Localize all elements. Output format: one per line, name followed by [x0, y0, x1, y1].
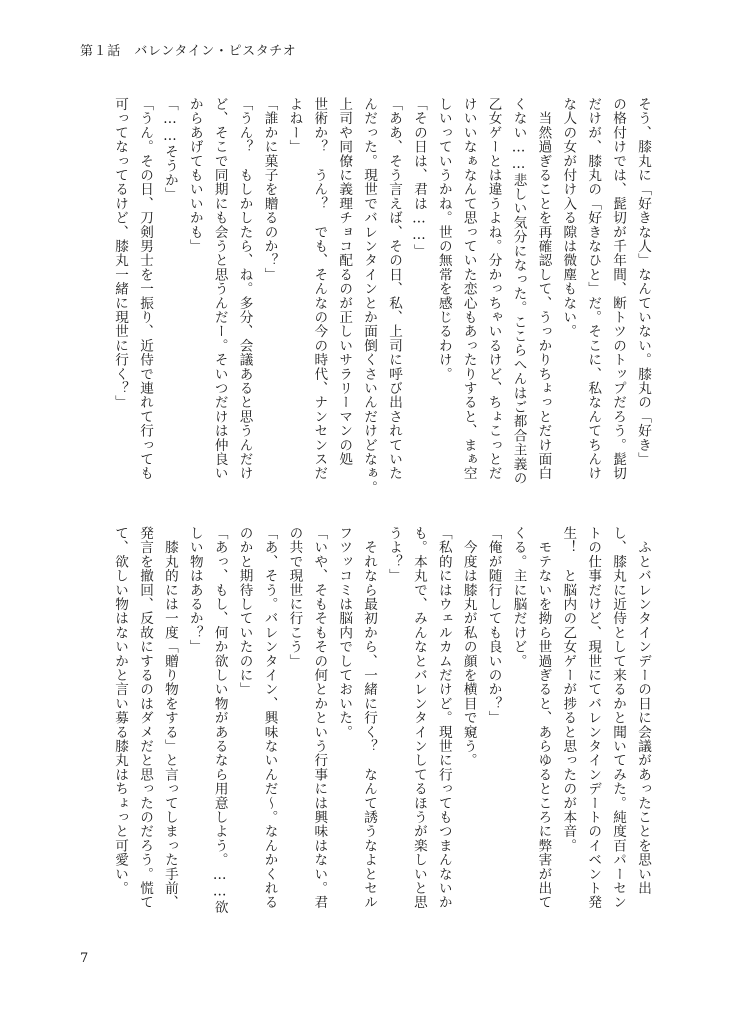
text-column: よねー」: [286, 97, 303, 154]
text-column: そう、膝丸に「好きな人」なんていない。膝丸の「好き」: [635, 97, 651, 467]
text-column: も。本丸で、みんなとバレンタインしてるほうが楽しいと思: [410, 526, 427, 910]
text-column: 「誰かに菓子を贈るのか？」: [261, 97, 278, 282]
text-column: くない……悲しい気分になった。ここらへんはご都合主義の: [510, 97, 527, 486]
text-column: 「私的にはウェルカムだけど。現世に行ってもつまんないか: [435, 526, 452, 910]
text-column: 「うん？ もしかしたら、ね。多分、会議あると思うんだけ: [236, 97, 253, 481]
text-column: 今度は膝丸が私の顔を横目で窺う。: [460, 526, 477, 768]
text-column: んだった。現世でバレンタインとか面倒くさいんだけどなぁ。: [361, 97, 378, 495]
text-column: 乙女ゲーとは違うよね。分かっちゃいるけど、ちょこっとだ: [485, 97, 502, 481]
text-column: 「あっ、もし、何か欲しい物があるなら用意しよう。……欲: [211, 526, 228, 915]
text-column: くる。主に脳だけど。: [510, 526, 527, 668]
text-column: うよ？」: [386, 526, 402, 583]
text-column: 「いや、そもそもその何とかという行事には興味はない。君: [311, 526, 328, 910]
text-column: 上司や同僚に義理チョコ配るのが正しいサラリーマンの処: [336, 97, 353, 467]
text-column: 「……そうか」: [161, 97, 178, 202]
text-column: しい物はあるか？」: [186, 526, 203, 654]
text-column: し、膝丸に近侍として来るかと聞いてみた。純度百パーセン: [610, 526, 627, 910]
text-column: からあげてもいいかも」: [186, 97, 203, 254]
text-column: それなら最初から、一緒に行く？ なんて誘うなよとセル: [361, 526, 378, 910]
text-column: 生！ と脳内の乙女ゲーが捗ると思ったのが本音。: [560, 526, 577, 853]
text-column: 「その日は、君は……」: [410, 97, 427, 258]
text-column: ふとバレンタインデーの日に会議があったことを思い出: [635, 526, 651, 896]
text-column: 発言を撤回、反故にするのはダメだと思ったのだろう。慌て: [137, 526, 153, 910]
text-column: モテないを拗ら世過ぎると、あらゆるところに弊害が出て: [535, 526, 552, 910]
text-column: の格付けでは、髭切が千年間、断トツのトップだろう。髭切: [610, 97, 627, 481]
text-column: の共で現世に行こう」: [286, 526, 303, 668]
text-column: しいっていうかね。世の無常を感じるわけ。: [435, 97, 452, 381]
text-column: 当然過ぎることを再確認して、うっかりちょっとだけ面白: [535, 97, 552, 481]
text-column: けいいなぁなんて思っていた恋心もあったりすると、まぁ空: [460, 97, 477, 481]
page-number: 7: [80, 951, 89, 966]
text-column: 「あ、そう。バレンタイン、興味ないんだ～。なんかくれる: [261, 526, 278, 910]
text-column: ど、そこで同期にも会うと思うんだー。そいつだけは仲良い: [211, 97, 228, 481]
text-column: 可ってなってるけど、膝丸一緒に現世に行く？」: [112, 97, 129, 410]
text-column: のかと期待していたのに」: [236, 526, 253, 697]
text-column: な人の女が付け入る隙は微塵もない。: [560, 97, 577, 339]
text-column: 「うん。その日、刀剣男士を一振り、近侍で連れて行っても: [137, 97, 153, 481]
text-column: 「俺が随行しても良いのか？」: [485, 526, 502, 725]
text-column: フツッコミは脳内でしておいた。: [336, 526, 353, 739]
text-column: だけが、膝丸の「好きなひと」だ。そこに、私なんてちんけ: [585, 97, 602, 481]
text-column: て、欲しい物はないかと言い募る膝丸はちょっと可愛い。: [112, 526, 129, 896]
text-column: 世術か？ うん？ でも、そんなの今の時代、ナンセンスだ: [311, 97, 328, 481]
text-column: 「ああ、そう言えば、その日、私、上司に呼び出されていた: [386, 97, 402, 481]
text-column: 膝丸的には一度「贈り物をする」と言ってしまった手前、: [161, 526, 178, 910]
chapter-header: 第１話 バレンタイン・ピスタチオ: [80, 44, 297, 59]
text-column: トの仕事だけど、現世にてバレンタインデートのイベント発: [585, 526, 602, 910]
